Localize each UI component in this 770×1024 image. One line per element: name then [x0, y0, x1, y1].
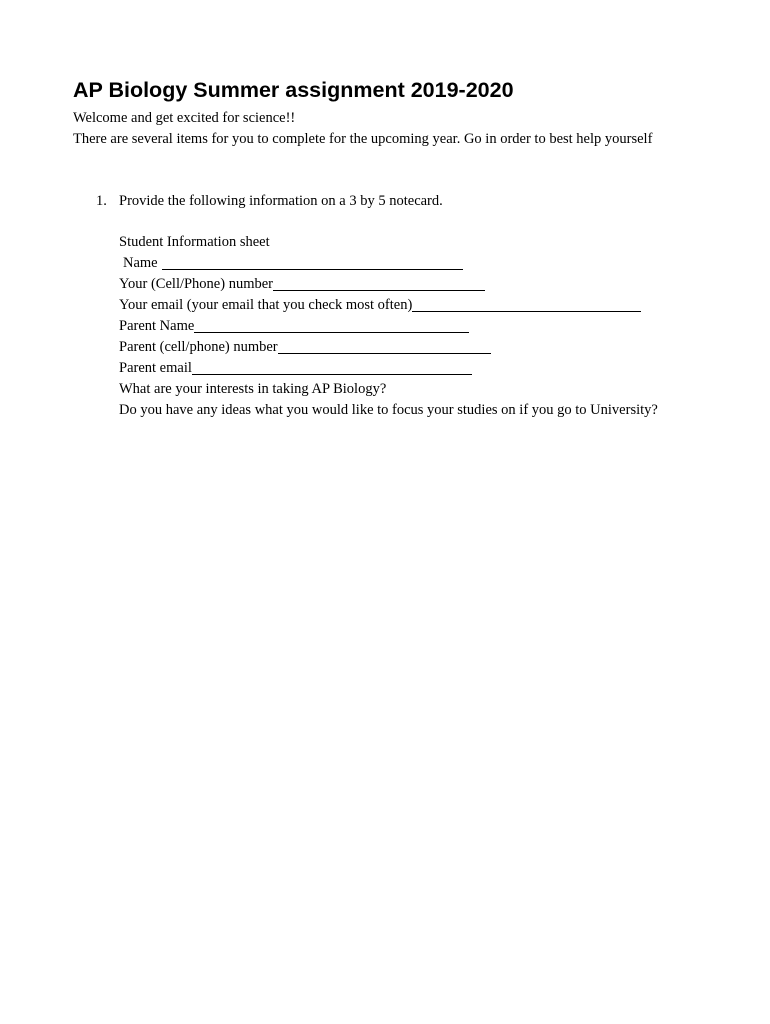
question-interests: What are your interests in taking AP Biology?: [119, 381, 387, 397]
intro-welcome: Welcome and get excited for science!!: [73, 110, 296, 126]
name-label: Name: [123, 255, 158, 271]
student-info-form: [119, 232, 739, 421]
email-row: [119, 295, 739, 316]
form-heading: Student Information sheet: [119, 234, 270, 250]
parent-cell-row: [119, 337, 739, 358]
list-item-number: 1.: [96, 193, 107, 209]
name-blank-line: [162, 254, 463, 270]
parent-name-label: Parent Name: [119, 318, 195, 334]
cell-row: [119, 274, 739, 295]
question-university: Do you have any ideas what you would like to focus your studies on if you go to University?: [119, 402, 658, 418]
parent-email-blank-line: [192, 359, 472, 375]
cell-label: Your (Cell/Phone) number: [119, 276, 273, 292]
parent-cell-blank-line: [278, 338, 491, 354]
form-heading-row: [119, 232, 739, 253]
parent-email-row: [119, 358, 739, 379]
cell-blank-line: [273, 275, 485, 291]
document-title: AP Biology Summer assignment 2019-2020: [73, 78, 514, 102]
parent-email-label: Parent email: [119, 360, 192, 376]
parent-name-row: [119, 316, 739, 337]
intro-section: [73, 108, 713, 150]
email-blank-line: [412, 296, 641, 312]
list-item-text: Provide the following information on a 3 by 5 notecard.: [119, 193, 443, 209]
email-label: Your email (your email that you check most often): [119, 297, 413, 313]
question-1-row: [119, 379, 739, 400]
name-row: [119, 253, 739, 274]
parent-name-blank-line: [194, 317, 469, 333]
question-2-row: [119, 400, 739, 421]
intro-instructions: There are several items for you to complete for the upcoming year. Go in order to best help yourself: [73, 131, 653, 147]
parent-cell-label: Parent (cell/phone) number: [119, 339, 278, 355]
